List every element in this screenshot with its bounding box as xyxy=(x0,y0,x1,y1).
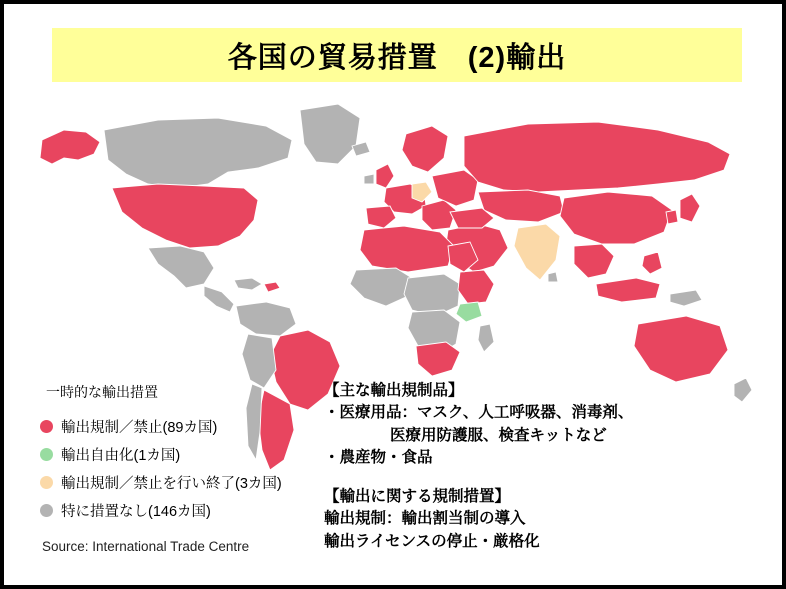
note-line-agricultural: ・農産物・食品 xyxy=(324,449,433,467)
legend-swatch-restricted xyxy=(40,420,53,433)
note-line-quota: 輸出規制：輸出割当制の導入 xyxy=(324,510,526,528)
legend-swatch-none xyxy=(40,504,53,517)
note-line-license: 輸出ライセンスの停止・厳格化 xyxy=(324,532,540,550)
legend-item-restricted xyxy=(40,416,330,437)
note-line-protective-gear: 医療用防護服、検査キットなど xyxy=(390,426,607,444)
note-line-medical-supplies: ・医療用品：マスク、人工呼吸器、消毒剤、 xyxy=(324,404,634,422)
page-title: 各国の貿易措置 (2)輸出 xyxy=(227,41,567,74)
note-heading-export-items: 【主な輸出規制品】 xyxy=(324,382,464,399)
legend-label-restricted: 輸出規制／禁止(89カ国) xyxy=(61,420,218,436)
legend-label-ended: 輸出規制／禁止を行い終了(3カ国) xyxy=(61,476,282,492)
legend-swatch-ended xyxy=(40,476,53,489)
country-korea xyxy=(666,210,678,224)
legend-label-liberalized: 輸出自由化(1カ国) xyxy=(61,448,181,464)
legend-label-none: 特に措置なし(146カ国) xyxy=(61,504,211,520)
country-ireland xyxy=(364,174,374,184)
legend-item-ended xyxy=(40,472,330,493)
note-block-export-measures xyxy=(324,486,774,553)
map-legend xyxy=(40,382,330,554)
legend-item-none xyxy=(40,500,330,521)
island-sri-lanka xyxy=(548,272,558,282)
region-north-africa xyxy=(360,226,454,272)
legend-swatch-liberalized xyxy=(40,448,53,461)
notes-panel xyxy=(324,380,774,569)
legend-heading: 一時的な輸出措置 xyxy=(46,384,158,400)
note-heading-export-measures: 【輸出に関する規制措置】 xyxy=(324,487,511,505)
source-credit: Source: International Trade Centre xyxy=(42,539,250,554)
note-block-export-items xyxy=(324,380,774,470)
title-banner xyxy=(52,28,742,82)
legend-item-liberalized xyxy=(40,444,330,465)
